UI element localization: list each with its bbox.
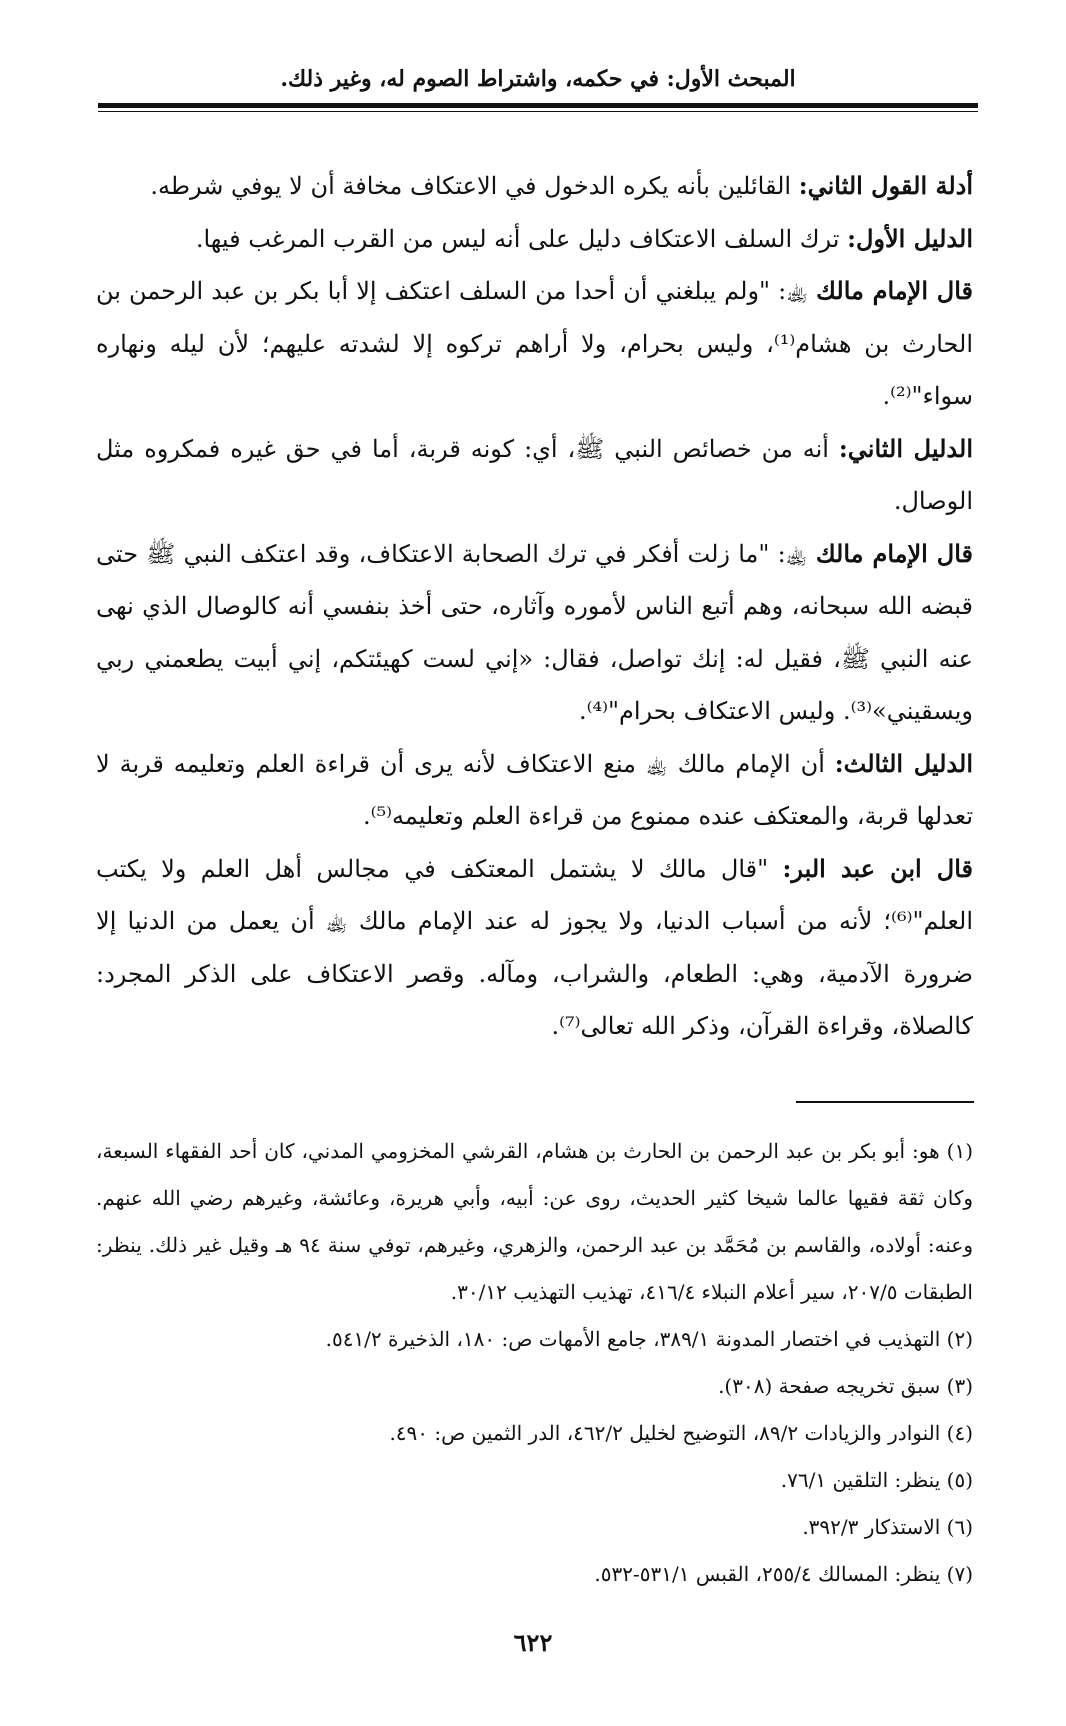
header-rule-thin [98,111,978,112]
paragraph-heading: الدليل الأول: [847,223,973,253]
paragraph-text: ﵀: "ولم يبلغني أن أحدا من السلف اعتكف إلا أبا بكر بن عبد الرحمن بن الحارث بن هشام⁽¹⁾، وليس بحرام، ولا أراهم تركوه إلا لشدته عليهم؛ لأن ليله ونهاره سواء"⁽²⁾. [96,277,973,410]
paragraph-heading: قال ابن عبد البر: [782,853,973,883]
paragraph [96,213,973,266]
running-header: المبحث الأول: في حكمه، واشتراط الصوم له، وغير ذلك. [280,66,796,92]
footnote: (٤) النوادر والزيادات ٨٩/٢، التوضيح لخليل ٤٦٢/٢، الدر الثمين ص: ٤٩٠. [389,1421,973,1445]
footnote: (٦) الاستذكار ٣٩٢/٣. [802,1515,973,1539]
paragraph-heading: أدلة القول الثاني: [798,171,973,200]
header-rule-thick [98,103,978,108]
footnotes [96,1128,973,1598]
paragraph-text: ﵀: "ما زلت أفكر في ترك الصحابة الاعتكاف، وقد اعتكف النبي ﷺ حتى قبضه الله سبحانه، وهم أتبع الناس لأموره وآثاره، حتى أخذ بنفسي أنه كالوصال الذي نهى عنه النبي ﷺ، فقيل له: إنك تواصل، فقال: «إني لست كهيئتكم، إني أبيت يطعمني ربي ويسقيني»⁽³⁾. وليس الاعتكاف بحرام"⁽⁴⁾. [96,539,973,725]
footnote: (٥) ينظر: التلقين ٧٦/١. [780,1468,973,1492]
main-text [96,160,973,1053]
footnote-separator [796,1101,974,1103]
paragraph [96,423,973,528]
paragraph [96,843,973,1053]
paragraph-text: "قال مالك لا يشتمل المعتكف في مجالس أهل العلم ولا يكتب العلم"⁽⁶⁾؛ لأنه من أسباب الدنيا، ولا يجوز له عند الإمام مالك ﵀ أن يعمل من الدنيا إلا ضرورة الآدمية، وهي: الطعام، والشراب، ومآله. وقصر الاعتكاف على الذكر المجرد: كالصلاة، وقراءة القرآن، وذكر الله تعالى⁽⁷⁾. [96,854,973,1040]
paragraph [96,265,973,423]
page-number: ٦٢٢ [513,1628,553,1657]
paragraph-heading: قال الإمام مالك [816,276,973,305]
footnote: (٧) ينظر: المسالك ٢٥٥/٤، القبس ٥٣١/١-٥٣٢. [594,1562,973,1586]
paragraph-text: ترك السلف الاعتكاف دليل على أنه ليس من القرب المرغب فيها. [195,224,848,253]
paragraph-heading: الدليل الثاني: [838,433,973,463]
paragraph-text: أن الإمام مالك ﵀ منع الاعتكاف لأنه يرى أن قراءة العلم وتعليمه قربة لا تعدلها قربة، والمعتكف عنده ممنوع من قراءة العلم وتعليمه⁽⁵⁾. [96,749,973,830]
paragraph [96,160,973,213]
footnote: (٢) التهذيب في اختصار المدونة ٣٨٩/١، جامع الأمهات ص: ١٨٠، الذخيرة ٥٤١/٢. [325,1327,973,1351]
footnote: (١) هو: أبو بكر بن عبد الرحمن بن الحارث بن هشام، القرشي المخزومي المدني، كان أحد الفقهاء السبعة، وكان ثقة فقيها عالما شيخا كثير الحديث، روى عن: أبيه، وأبي هريرة، وعائشة، وغيرهم رضي الله عنهم. وعنه: أولاده، والقاسم بن مُحَمَّد بن عبد الرحمن، والزهري، وغيرهم، توفي سنة ٩٤ هـ وقيل غير ذلك. ينظر: الطبقات ٢٠٧/٥، سير أعلام النبلاء ٤١٦/٤، تهذيب التهذيب ٣٠/١٢. [96,1139,973,1304]
paragraph-heading: الدليل الثالث: [834,748,974,778]
paragraph [96,738,973,843]
paragraph-text: أنه من خصائص النبي ﷺ، أي: كونه قربة، أما في حق غيره فمكروه مثل الوصال. [96,434,973,515]
paragraph-heading: قال الإمام مالك [815,538,973,568]
footnote: (٣) سبق تخريجه صفحة (٣٠٨). [718,1374,973,1398]
paragraph-text: القائلين بأنه يكره الدخول في الاعتكاف مخافة أن لا يوفي شرطه. [150,172,799,200]
paragraph [96,528,973,738]
